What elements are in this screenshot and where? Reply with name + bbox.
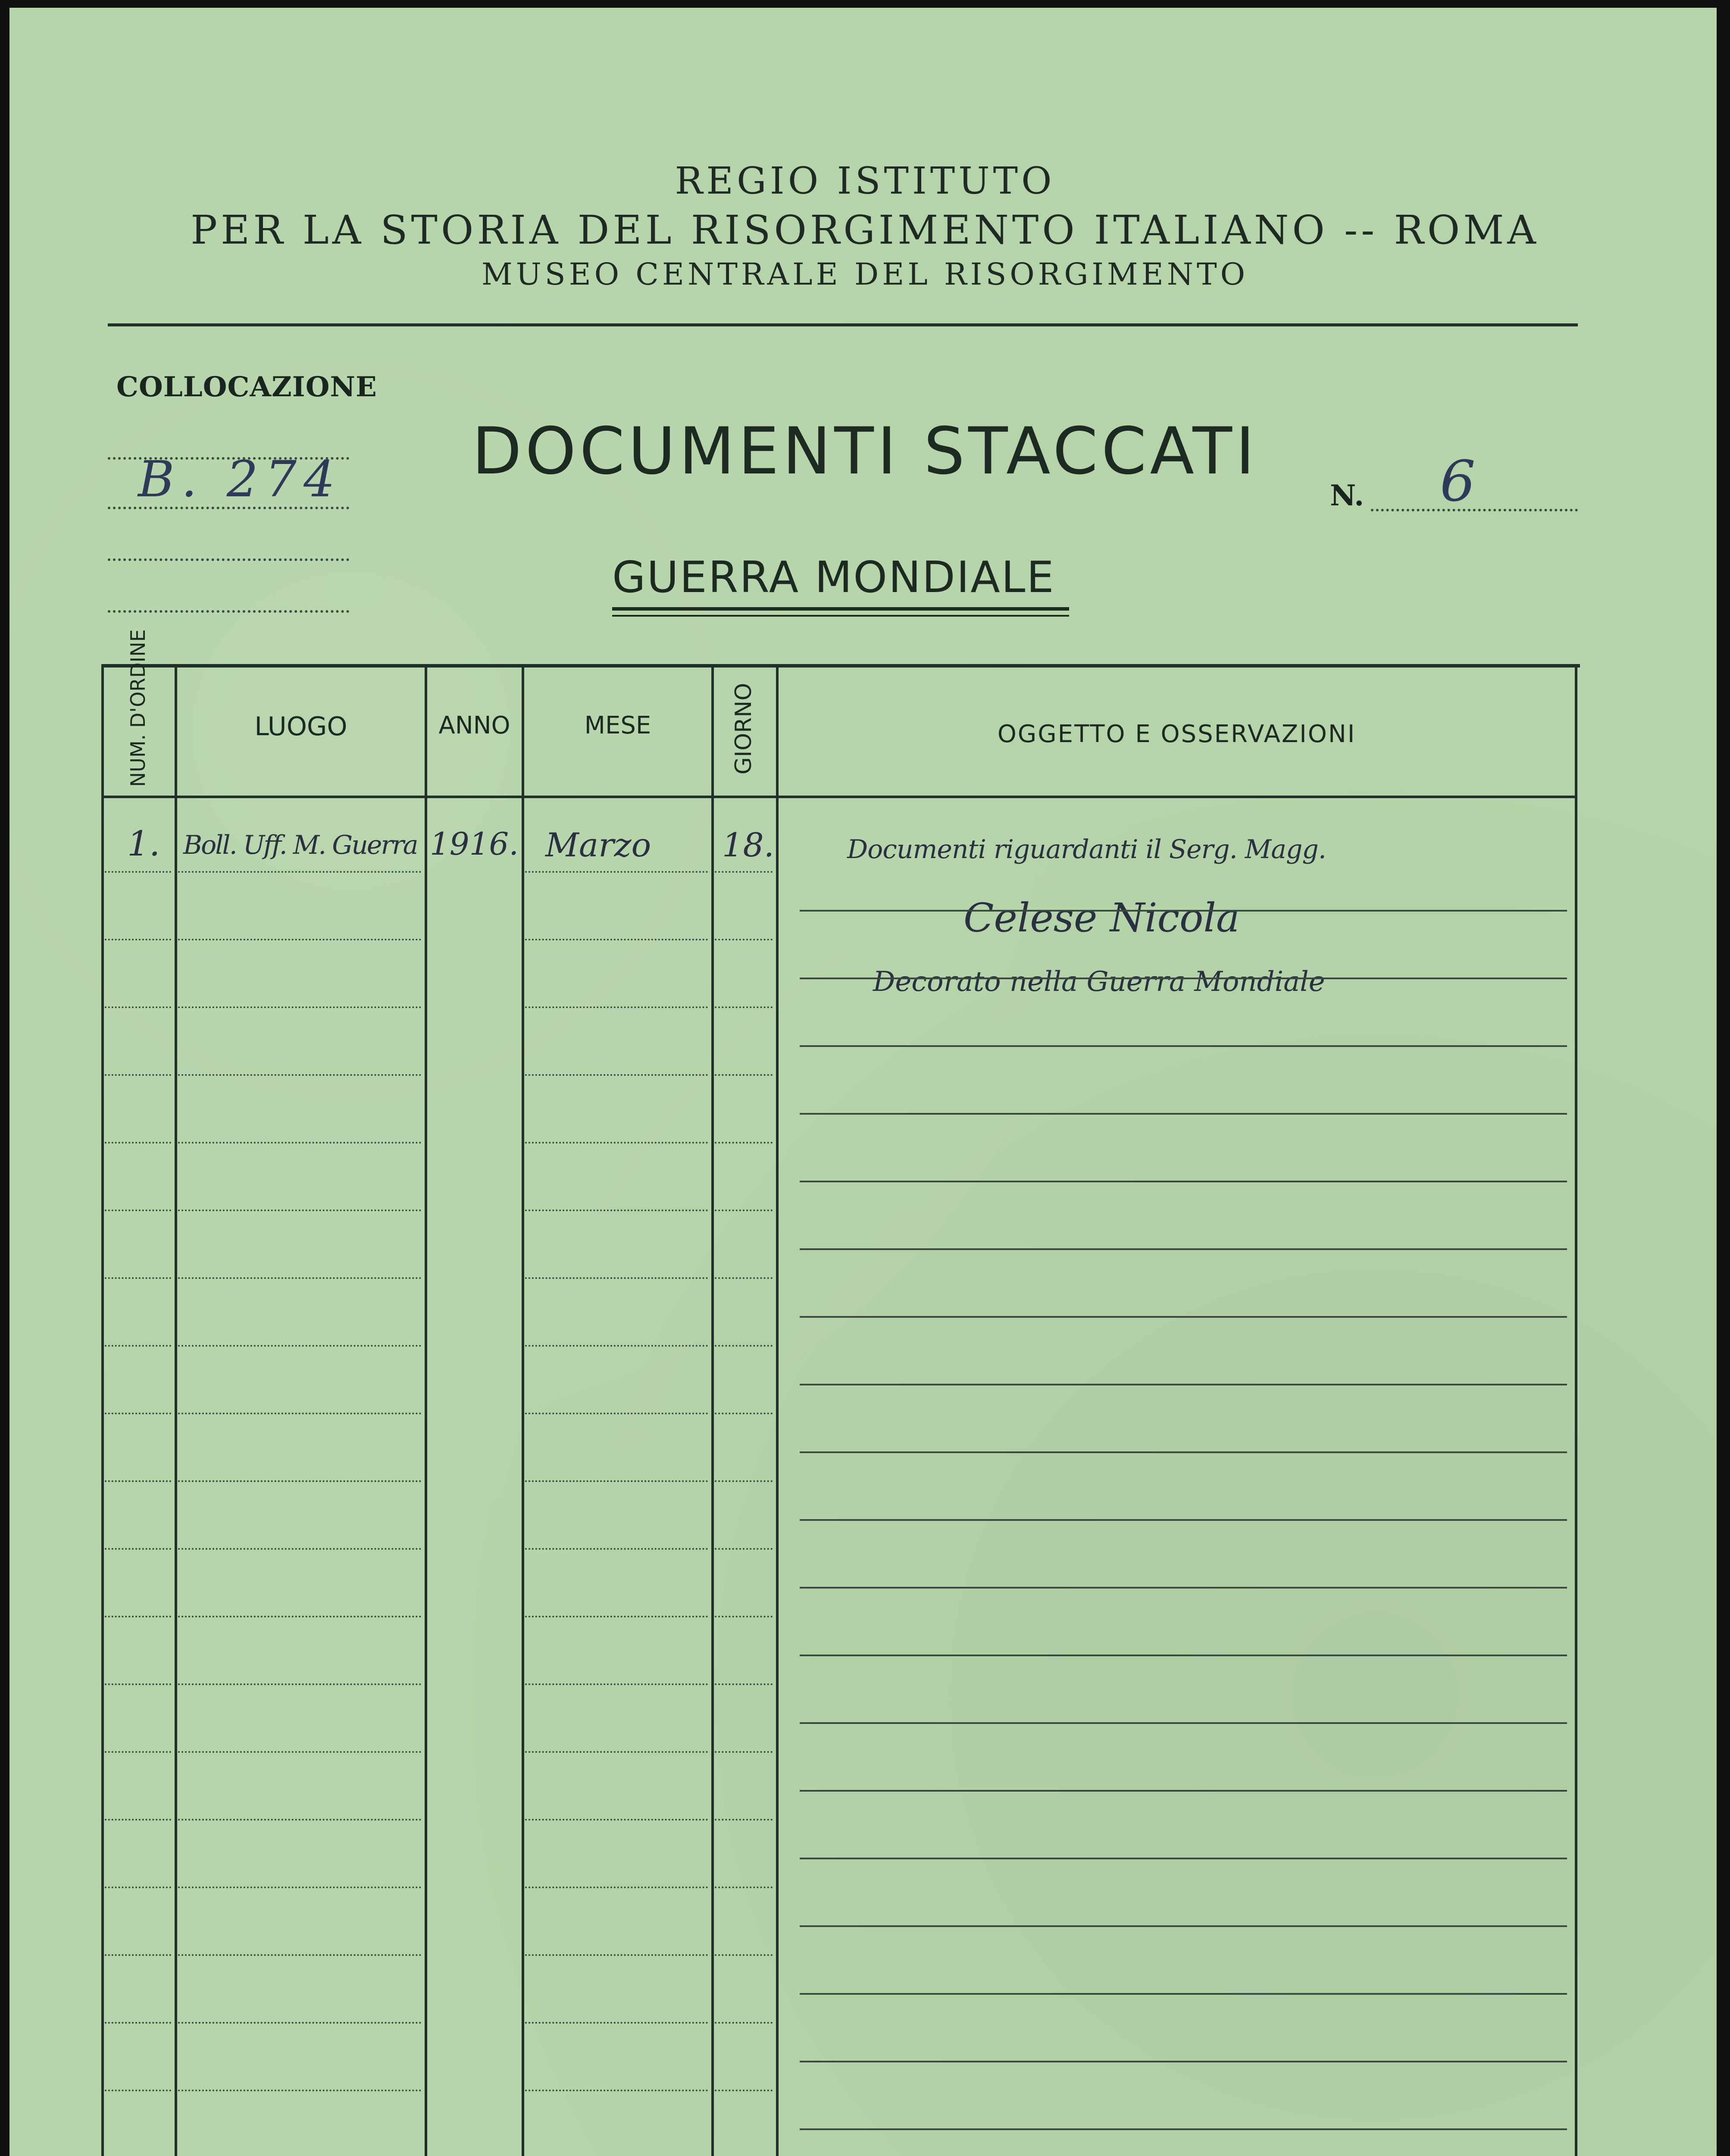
row-rule xyxy=(178,1683,421,1685)
row-rule xyxy=(105,1616,171,1617)
row-rule xyxy=(105,1345,171,1347)
oggetto-rule xyxy=(800,1858,1567,1859)
section-subtitle: GUERRA MONDIALE xyxy=(612,552,1055,602)
row-rule xyxy=(178,1954,421,1956)
row-rule xyxy=(715,1210,773,1211)
row-rule xyxy=(178,1480,421,1482)
register-table xyxy=(101,629,1580,2156)
row-rule xyxy=(525,1074,708,1076)
oggetto-rule xyxy=(800,1384,1567,1385)
col-divider-2 xyxy=(425,664,427,2156)
oggetto-rule xyxy=(800,1181,1567,1182)
row-rule xyxy=(715,1345,773,1347)
header-rule xyxy=(108,323,1578,326)
institution-line-3: MUSEO CENTRALE DEL RISORGIMENTO xyxy=(481,257,1249,292)
collocazione-dotline-2 xyxy=(108,507,349,509)
row-rule xyxy=(105,939,171,940)
row-rule xyxy=(525,1413,708,1414)
row-rule xyxy=(715,1616,773,1617)
row-rule xyxy=(715,1413,773,1414)
row-rule xyxy=(525,1616,708,1617)
row-rule xyxy=(105,2090,171,2091)
row-rule xyxy=(105,1142,171,1144)
document-title: DOCUMENTI STACCATI xyxy=(472,414,1258,489)
row-rule xyxy=(178,1548,421,1550)
subtitle-underline-2 xyxy=(612,615,1069,617)
row-rule xyxy=(105,1887,171,1888)
entry-num: 1. xyxy=(127,824,160,864)
row-rule xyxy=(525,1480,708,1482)
row-rule xyxy=(715,871,773,873)
oggetto-rule xyxy=(800,1248,1567,1250)
header-num: NUM. D'ORDINE xyxy=(126,629,150,787)
row-rule xyxy=(105,871,171,873)
row-rule xyxy=(178,1006,421,1008)
col-divider-5 xyxy=(776,664,779,2156)
header-oggetto: OGGETTO E OSSERVAZIONI xyxy=(997,720,1356,748)
collocazione-label: COLLOCAZIONE xyxy=(116,371,377,403)
oggetto-rule xyxy=(800,1519,1567,1521)
row-rule xyxy=(525,1345,708,1347)
row-rule xyxy=(105,2022,171,2024)
row-rule xyxy=(525,1683,708,1685)
row-rule xyxy=(105,1210,171,1211)
row-rule xyxy=(178,2090,421,2091)
row-rule xyxy=(525,2090,708,2091)
institution-line-2: PER LA STORIA DEL RISORGIMENTO ITALIANO -- ROMA xyxy=(191,207,1539,253)
oggetto-rule xyxy=(800,1316,1567,1318)
oggetto-rule xyxy=(800,1925,1567,1927)
row-rule xyxy=(525,1006,708,1008)
row-rule xyxy=(178,1819,421,1821)
row-rule xyxy=(715,1074,773,1076)
row-rule xyxy=(105,1548,171,1550)
entry-giorno: 18. xyxy=(722,826,774,864)
number-dotline xyxy=(1371,509,1578,511)
institution-line-1: REGIO ISTITUTO xyxy=(675,160,1055,203)
row-rule xyxy=(178,1751,421,1753)
header-giorno: GIORNO xyxy=(731,683,757,775)
collocazione-value: B. 274 xyxy=(138,451,342,508)
row-rule xyxy=(105,1277,171,1279)
row-rule xyxy=(178,1887,421,1888)
row-rule xyxy=(105,1819,171,1821)
header-anno: ANNO xyxy=(438,711,510,740)
header-bottom-border xyxy=(101,796,1577,798)
row-rule xyxy=(525,1277,708,1279)
row-rule xyxy=(105,1074,171,1076)
oggetto-rule xyxy=(800,1587,1567,1589)
row-rule xyxy=(525,1819,708,1821)
row-rule xyxy=(178,1616,421,1617)
row-rule xyxy=(105,1480,171,1482)
row-rule xyxy=(715,1819,773,1821)
collocazione-dotline-4 xyxy=(108,610,349,613)
row-rule xyxy=(525,1142,708,1144)
row-rule xyxy=(178,871,421,873)
row-rule xyxy=(178,2022,421,2024)
row-rule xyxy=(105,1006,171,1008)
entry-oggetto-line-3: Decorato nella Guerra Mondiale xyxy=(873,966,1325,998)
row-rule xyxy=(525,871,708,873)
row-rule xyxy=(525,939,708,940)
header-mese: MESE xyxy=(584,711,651,740)
row-rule xyxy=(178,939,421,940)
row-rule xyxy=(715,1548,773,1550)
entry-oggetto-line-1: Documenti riguardanti il Serg. Magg. xyxy=(847,834,1326,865)
row-rule xyxy=(178,1345,421,1347)
row-rule xyxy=(715,1683,773,1685)
row-rule xyxy=(525,1887,708,1888)
row-rule xyxy=(525,1751,708,1753)
row-rule xyxy=(525,2022,708,2024)
col-divider-1 xyxy=(175,664,177,2156)
oggetto-rule xyxy=(800,1790,1567,1792)
row-rule xyxy=(715,939,773,940)
col-divider-4 xyxy=(711,664,714,2156)
oggetto-rule xyxy=(800,978,1567,979)
col-divider-3 xyxy=(522,664,524,2156)
oggetto-rule xyxy=(800,1993,1567,1995)
oggetto-rule xyxy=(800,2061,1567,2062)
oggetto-rule xyxy=(800,1655,1567,1656)
entry-anno: 1916. xyxy=(430,826,519,862)
row-rule xyxy=(105,1683,171,1685)
row-rule xyxy=(715,2090,773,2091)
row-rule xyxy=(715,1277,773,1279)
oggetto-rule xyxy=(800,1451,1567,1453)
oggetto-rule xyxy=(800,1113,1567,1115)
oggetto-rule xyxy=(800,910,1567,912)
row-rule xyxy=(178,1142,421,1144)
collocazione-dotline-3 xyxy=(108,558,349,561)
row-rule xyxy=(715,1006,773,1008)
row-rule xyxy=(105,1954,171,1956)
row-rule xyxy=(525,1954,708,1956)
row-rule xyxy=(715,1751,773,1753)
number-label: N. xyxy=(1330,479,1364,512)
row-rule xyxy=(525,1548,708,1550)
oggetto-rule xyxy=(800,2128,1567,2130)
oggetto-rule xyxy=(800,1045,1567,1047)
entry-mese: Marzo xyxy=(545,826,651,864)
row-rule xyxy=(525,1210,708,1211)
row-rule xyxy=(715,1887,773,1888)
header-luogo: LUOGO xyxy=(254,711,347,742)
row-rule xyxy=(178,1277,421,1279)
oggetto-rule xyxy=(800,1722,1567,1724)
number-value: 6 xyxy=(1440,448,1476,514)
row-rule xyxy=(178,1074,421,1076)
row-rule xyxy=(105,1413,171,1414)
row-rule xyxy=(715,1480,773,1482)
row-rule xyxy=(715,1954,773,1956)
row-rule xyxy=(178,1210,421,1211)
table-border-left xyxy=(101,664,104,2156)
row-rule xyxy=(715,2022,773,2024)
entry-luogo: Boll. Uff. M. Guerra xyxy=(183,830,417,860)
subtitle-underline xyxy=(612,607,1069,611)
row-rule xyxy=(105,1751,171,1753)
table-border-right xyxy=(1575,664,1577,2156)
table-top-border xyxy=(101,664,1580,667)
entry-oggetto-line-2: Celese Nicola xyxy=(964,895,1240,941)
row-rule xyxy=(715,1142,773,1144)
row-rule xyxy=(178,1413,421,1414)
